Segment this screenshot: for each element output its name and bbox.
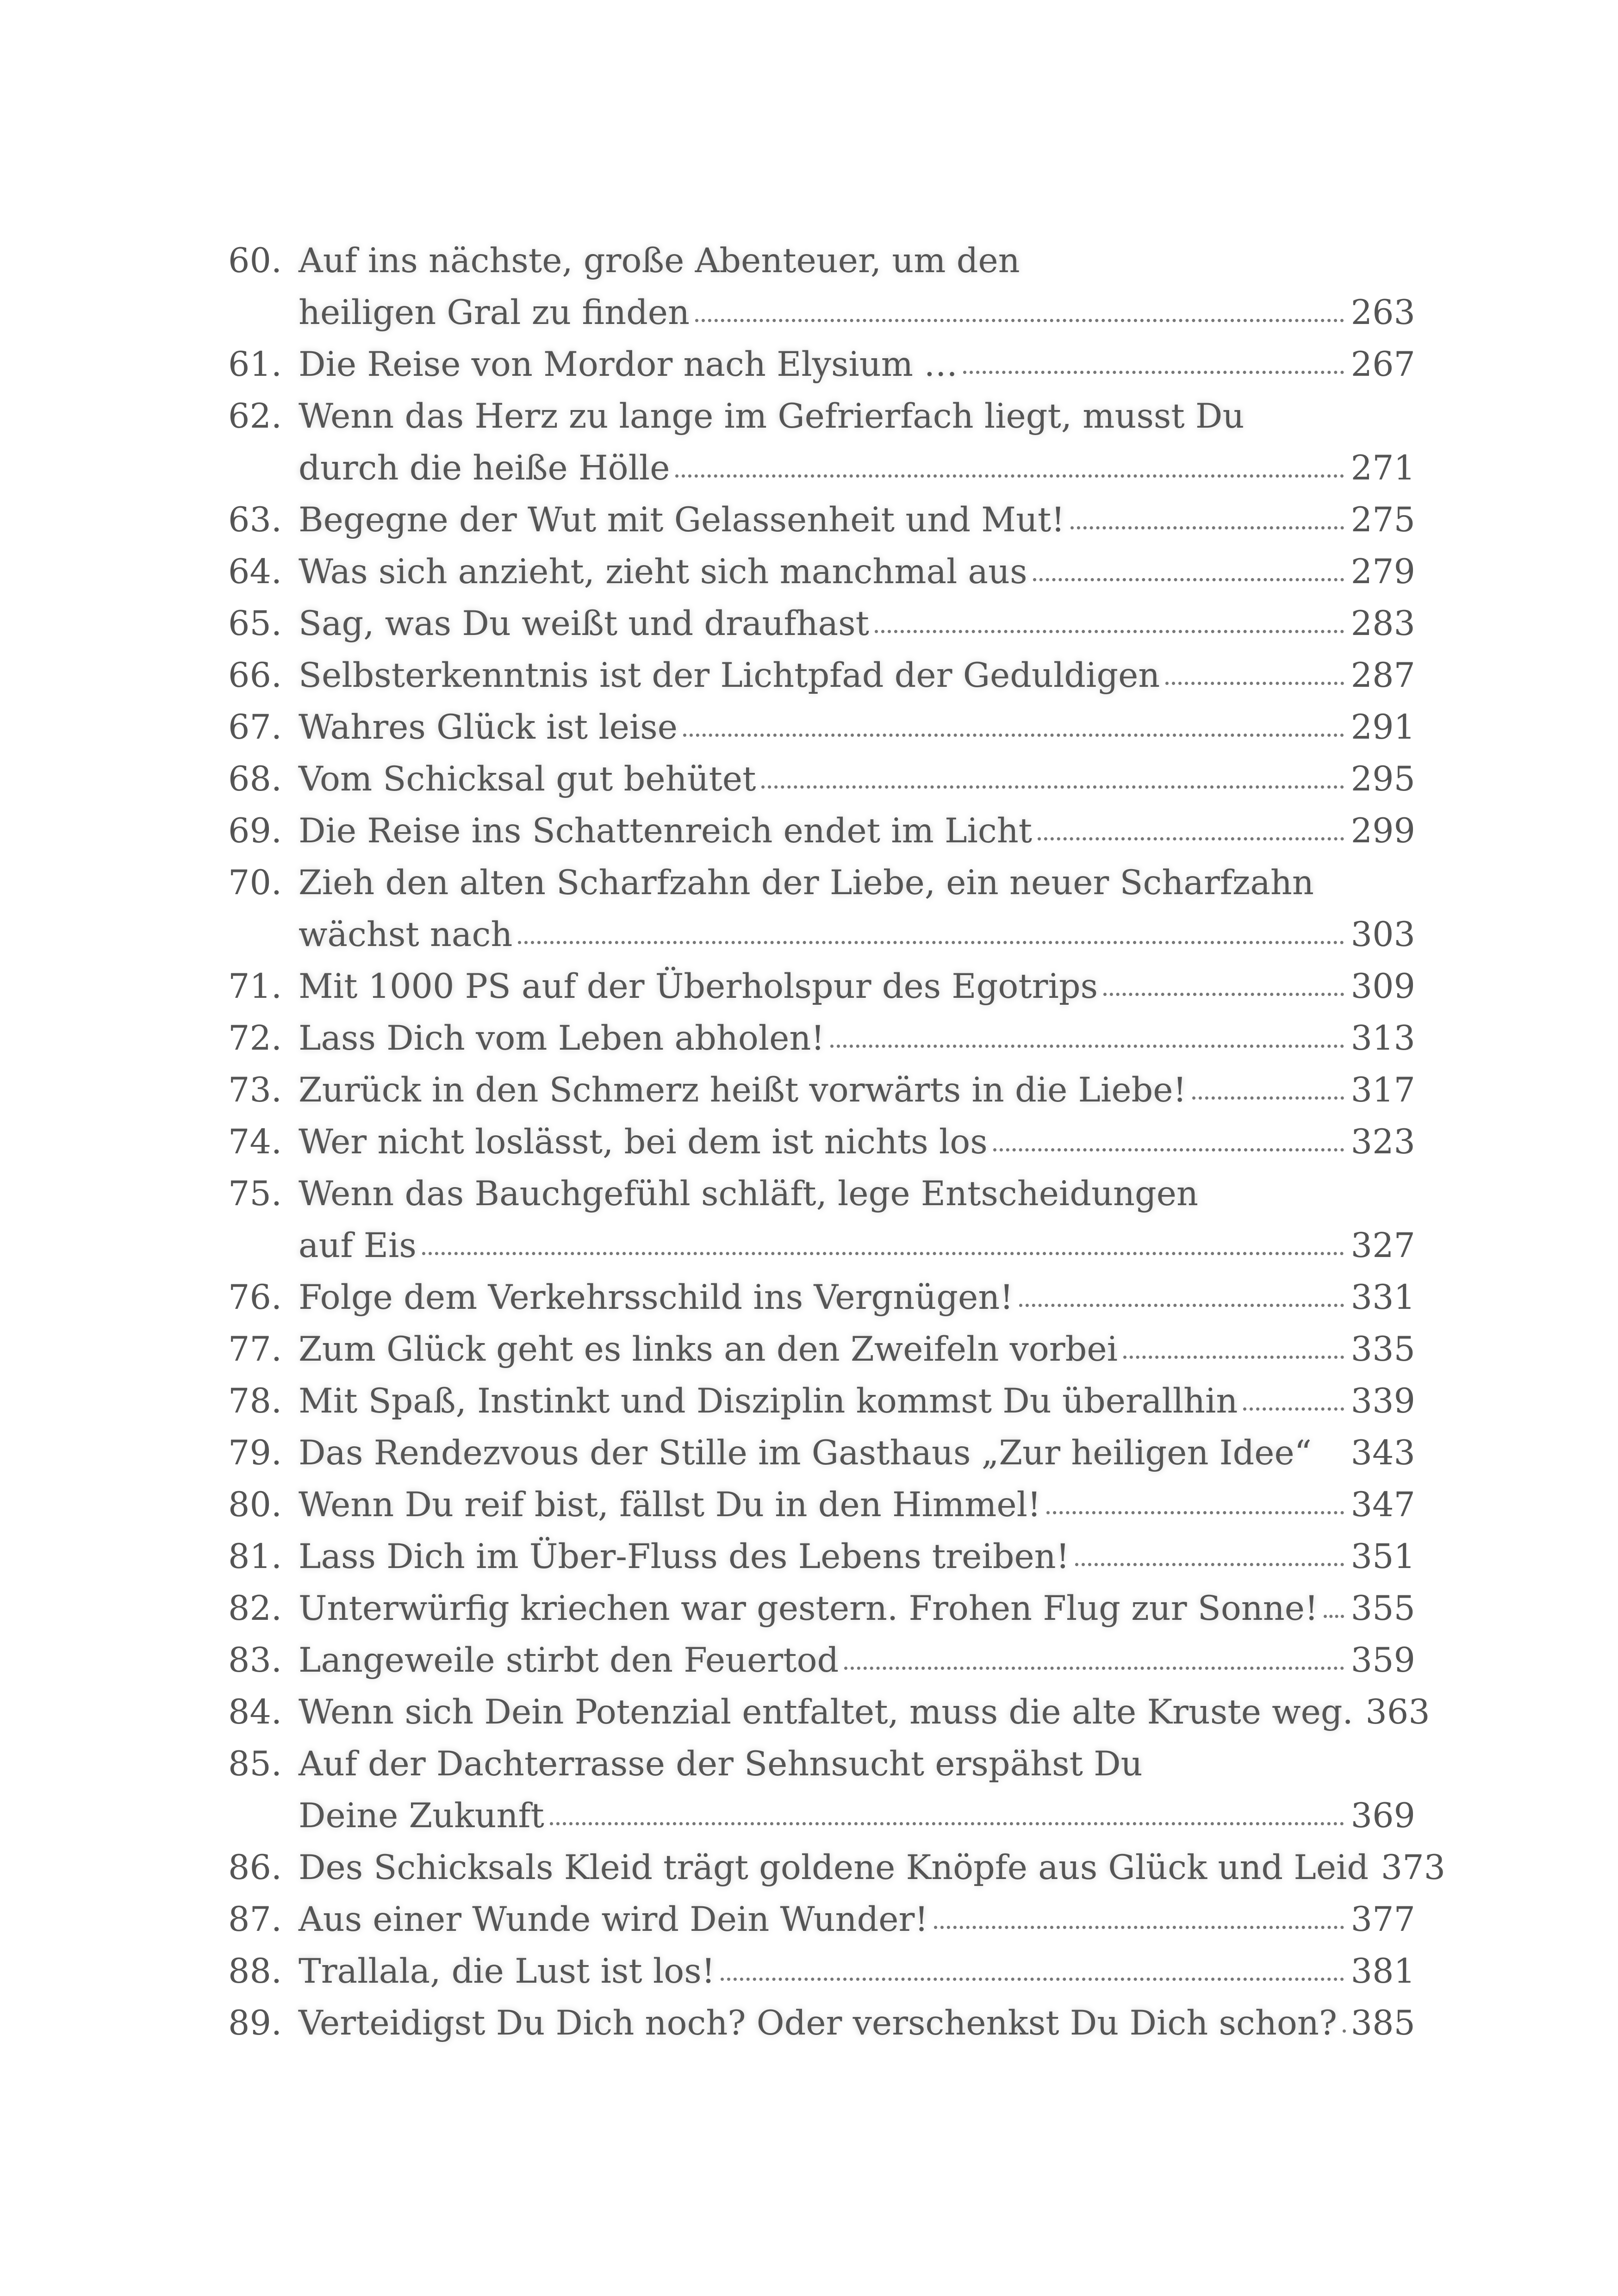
chapter-number: 82.	[228, 1589, 282, 1628]
dot-leader	[550, 1821, 1344, 1825]
chapter-title: Auf ins nächste, große Abenteuer, um den	[299, 241, 1020, 280]
toc-entry[interactable]	[228, 650, 1415, 702]
page-number: 335	[1350, 1330, 1415, 1369]
page-number: 275	[1350, 500, 1415, 540]
chapter-title: Aus einer Wunde wird Dein Wunder!	[299, 1900, 928, 1939]
chapter-number: 60.	[228, 241, 282, 280]
dot-leader	[1243, 1406, 1344, 1411]
toc-entry-line	[228, 546, 1415, 598]
toc-entry-line	[228, 1790, 1415, 1842]
chapter-number: 69.	[228, 811, 282, 851]
toc-entry[interactable]	[228, 1583, 1415, 1635]
toc-entry-line	[228, 339, 1415, 391]
chapter-title: Begegne der Wut mit Gelassenheit und Mut!	[299, 500, 1065, 540]
dot-leader	[963, 370, 1344, 374]
toc-entry[interactable]	[228, 1324, 1415, 1375]
toc-entry[interactable]	[228, 805, 1415, 857]
chapter-title: Selbsterkenntnis ist der Lichtpfad der Geduldigen	[299, 656, 1160, 695]
page-number: 323	[1350, 1122, 1415, 1162]
dot-leader	[1019, 1303, 1344, 1307]
page-number: 373	[1381, 1848, 1446, 1887]
toc-entry-line	[228, 1272, 1415, 1324]
page-number: 359	[1350, 1641, 1415, 1680]
chapter-title: Langeweile stirbt den Feuertod	[299, 1641, 839, 1680]
toc-entry-line	[228, 1116, 1415, 1168]
dot-leader	[1343, 2028, 1344, 2033]
toc-entry-line	[228, 1946, 1415, 1997]
toc-entry-line	[228, 961, 1415, 1013]
chapter-title: Vom Schicksal gut behütet	[299, 759, 756, 799]
dot-leader	[721, 1977, 1344, 1981]
dot-leader	[934, 1925, 1344, 1929]
chapter-title: Mit Spaß, Instinkt und Disziplin kommst Du überallhin	[299, 1381, 1238, 1421]
chapter-title: Wahres Glück ist leise	[299, 708, 678, 747]
chapter-title: Zieh den alten Scharfzahn der Liebe, ein neuer Scharfzahn	[299, 863, 1314, 902]
toc-entry[interactable]	[228, 961, 1415, 1013]
chapter-title: Auf der Dachterrasse der Sehnsucht erspähst Du	[299, 1744, 1143, 1784]
toc-entry-line	[228, 1013, 1415, 1064]
toc-entry-line	[228, 391, 1415, 442]
toc-entry-line	[228, 650, 1415, 702]
toc-entry[interactable]	[228, 857, 1415, 961]
page-number: 283	[1350, 604, 1415, 643]
chapter-number: 88.	[228, 1952, 282, 1991]
chapter-title: Sag, was Du weißt und draufhast	[299, 604, 869, 643]
chapter-number: 84.	[228, 1692, 282, 1732]
chapter-title: Mit 1000 PS auf der Überholspur des Egotrips	[299, 967, 1098, 1006]
chapter-title: heiligen Gral zu finden	[299, 293, 690, 332]
page-number: 263	[1350, 293, 1415, 332]
dot-leader	[1070, 525, 1344, 529]
toc-entry[interactable]	[228, 546, 1415, 598]
chapter-number: 87.	[228, 1900, 282, 1939]
toc-entry[interactable]	[228, 1479, 1415, 1531]
toc-entry-line	[228, 1997, 1415, 2049]
toc-entry-line	[228, 1220, 1415, 1272]
page-number: 317	[1350, 1070, 1415, 1110]
toc-entry-line	[228, 1738, 1415, 1790]
toc-entry[interactable]	[228, 753, 1415, 805]
chapter-number: 79.	[228, 1433, 282, 1473]
toc-entry[interactable]	[228, 598, 1415, 650]
page-number: 291	[1350, 708, 1415, 747]
page-number: 267	[1350, 345, 1415, 384]
dot-leader	[1103, 992, 1344, 996]
toc-entry[interactable]	[228, 391, 1415, 494]
chapter-title: Wenn Du reif bist, fällst Du in den Himmel!	[299, 1485, 1041, 1524]
toc-entry[interactable]	[228, 1635, 1415, 1686]
chapter-number: 61.	[228, 345, 282, 384]
chapter-title: Deine Zukunft	[299, 1796, 544, 1836]
chapter-title: Verteidigst Du Dich noch? Oder verschenkst Du Dich schon?	[299, 2004, 1337, 2043]
dot-leader	[830, 1044, 1344, 1048]
toc-entry-line	[228, 753, 1415, 805]
chapter-number: 71.	[228, 967, 282, 1006]
toc-entry-line	[228, 1635, 1415, 1686]
page-number: 381	[1350, 1952, 1415, 1991]
toc-entry-line	[228, 857, 1415, 909]
chapter-title: Lass Dich im Über-Fluss des Lebens treiben!	[299, 1537, 1070, 1576]
toc-entry[interactable]	[228, 1427, 1415, 1479]
page-number: 369	[1350, 1796, 1415, 1836]
chapter-title: Folge dem Verkehrsschild ins Vergnügen!	[299, 1278, 1014, 1317]
chapter-title: Lass Dich vom Leben abholen!	[299, 1019, 825, 1058]
page-number: 347	[1350, 1485, 1415, 1524]
chapter-number: 68.	[228, 759, 282, 799]
dot-leader	[993, 1147, 1344, 1151]
chapter-title: Trallala, die Lust ist los!	[299, 1952, 716, 1991]
chapter-title: Was sich anzieht, zieht sich manchmal aus	[299, 552, 1027, 591]
chapter-number: 83.	[228, 1641, 282, 1680]
chapter-number: 76.	[228, 1278, 282, 1317]
page-number: 313	[1350, 1019, 1415, 1058]
toc-entry[interactable]	[228, 1842, 1446, 1894]
dot-leader	[875, 629, 1344, 633]
dot-leader	[675, 473, 1344, 478]
page-number: 309	[1350, 967, 1415, 1006]
chapter-title: Das Rendezvous der Stille im Gasthaus „Zur heiligen Idee“	[299, 1433, 1312, 1473]
chapter-number: 75.	[228, 1174, 282, 1213]
toc-entry-line	[228, 1531, 1415, 1583]
page-number: 351	[1350, 1537, 1415, 1576]
chapter-number: 73.	[228, 1070, 282, 1110]
toc-entry-line	[228, 1064, 1415, 1116]
toc-entry-line	[228, 598, 1415, 650]
chapter-title: wächst nach	[299, 915, 513, 954]
chapter-title: Wer nicht loslässt, bei dem ist nichts los	[299, 1122, 988, 1162]
chapter-number: 70.	[228, 863, 282, 902]
chapter-number: 65.	[228, 604, 282, 643]
toc-entry[interactable]	[228, 1272, 1415, 1324]
dot-leader	[844, 1666, 1344, 1670]
toc-entry-line	[228, 287, 1415, 339]
page-number: 279	[1350, 552, 1415, 591]
chapter-number: 85.	[228, 1744, 282, 1784]
toc-entry-line	[228, 1375, 1415, 1427]
toc-entry[interactable]	[228, 339, 1415, 391]
page-number: 385	[1350, 2004, 1415, 2043]
page-number: 271	[1350, 448, 1415, 488]
chapter-number: 77.	[228, 1330, 282, 1369]
page-number: 377	[1350, 1900, 1415, 1939]
toc-entry[interactable]	[228, 1531, 1415, 1583]
page-number: 363	[1365, 1692, 1430, 1732]
dot-leader	[761, 784, 1344, 789]
dot-leader	[422, 1251, 1344, 1255]
toc-entry-line	[228, 235, 1415, 287]
chapter-number: 74.	[228, 1122, 282, 1162]
page-number: 299	[1350, 811, 1415, 851]
chapter-title: Wenn sich Dein Potenzial entfaltet, muss die alte Kruste weg.	[299, 1692, 1353, 1732]
page-number: 327	[1350, 1226, 1415, 1265]
page-number: 355	[1350, 1589, 1415, 1628]
page-number: 303	[1350, 915, 1415, 954]
toc-entry-line	[228, 702, 1415, 753]
chapter-title: Des Schicksals Kleid trägt goldene Knöpfe aus Glück und Leid	[299, 1848, 1369, 1887]
chapter-title: Wenn das Herz zu lange im Gefrierfach liegt, musst Du	[299, 397, 1245, 436]
dot-leader	[518, 940, 1344, 944]
page-number: 287	[1350, 656, 1415, 695]
toc-entry[interactable]	[228, 1946, 1415, 1997]
toc-entry-line	[228, 909, 1415, 961]
toc-entry-line	[228, 1583, 1415, 1635]
dot-leader	[1192, 1095, 1344, 1100]
toc-entry-line	[228, 1479, 1415, 1531]
page-number: 295	[1350, 759, 1415, 799]
dot-leader	[1075, 1562, 1344, 1566]
chapter-title: auf Eis	[299, 1226, 417, 1265]
toc-entry-line	[228, 1894, 1415, 1946]
page-number: 331	[1350, 1278, 1415, 1317]
chapter-title: Zum Glück geht es links an den Zweifeln vorbei	[299, 1330, 1118, 1369]
chapter-title: Wenn das Bauchgefühl schläft, lege Entscheidungen	[299, 1174, 1198, 1213]
toc-entry[interactable]	[228, 1738, 1415, 1842]
dot-leader	[1046, 1510, 1344, 1514]
chapter-number: 86.	[228, 1848, 282, 1887]
chapter-title: Zurück in den Schmerz heißt vorwärts in die Liebe!	[299, 1070, 1187, 1110]
chapter-number: 67.	[228, 708, 282, 747]
toc-entry-line	[228, 1686, 1430, 1738]
toc-entry-line	[228, 442, 1415, 494]
chapter-title: Die Reise ins Schattenreich endet im Licht	[299, 811, 1033, 851]
chapter-number: 64.	[228, 552, 282, 591]
toc-entry-line	[228, 805, 1415, 857]
toc-entry[interactable]	[228, 1894, 1415, 1946]
chapter-number: 63.	[228, 500, 282, 540]
toc-entry[interactable]	[228, 235, 1415, 339]
chapter-number: 62.	[228, 397, 282, 436]
chapter-number: 78.	[228, 1381, 282, 1421]
toc-entry[interactable]	[228, 1997, 1415, 2049]
dot-leader	[1123, 1355, 1344, 1359]
chapter-title: durch die heiße Hölle	[299, 448, 670, 488]
chapter-title: Die Reise von Mordor nach Elysium …	[299, 345, 958, 384]
dot-leader	[1165, 681, 1344, 685]
toc-entry-line	[228, 1842, 1446, 1894]
dot-leader	[1324, 1614, 1344, 1618]
table-of-contents	[228, 235, 1446, 2049]
toc-entry[interactable]	[228, 1168, 1415, 1272]
chapter-number: 66.	[228, 656, 282, 695]
toc-entry[interactable]	[228, 1064, 1415, 1116]
toc-entry-line	[228, 1427, 1415, 1479]
toc-entry-line	[228, 1324, 1415, 1375]
toc-entry[interactable]	[228, 1116, 1415, 1168]
chapter-number: 89.	[228, 2004, 282, 2043]
chapter-number: 72.	[228, 1019, 282, 1058]
toc-entry[interactable]	[228, 1013, 1415, 1064]
toc-entry[interactable]	[228, 494, 1415, 546]
dot-leader	[1033, 577, 1344, 581]
dot-leader	[695, 318, 1344, 322]
toc-entry[interactable]	[228, 702, 1415, 753]
toc-entry-line	[228, 494, 1415, 546]
chapter-number: 80.	[228, 1485, 282, 1524]
chapter-title: Unterwürfig kriechen war gestern. Frohen Flug zur Sonne!	[299, 1589, 1319, 1628]
page-number: 343	[1350, 1433, 1415, 1473]
dot-leader	[683, 733, 1344, 737]
chapter-number: 81.	[228, 1537, 282, 1576]
dot-leader	[1038, 836, 1344, 840]
toc-entry-line	[228, 1168, 1415, 1220]
toc-entry[interactable]	[228, 1375, 1415, 1427]
page-number: 339	[1350, 1381, 1415, 1421]
toc-entry[interactable]	[228, 1686, 1430, 1738]
